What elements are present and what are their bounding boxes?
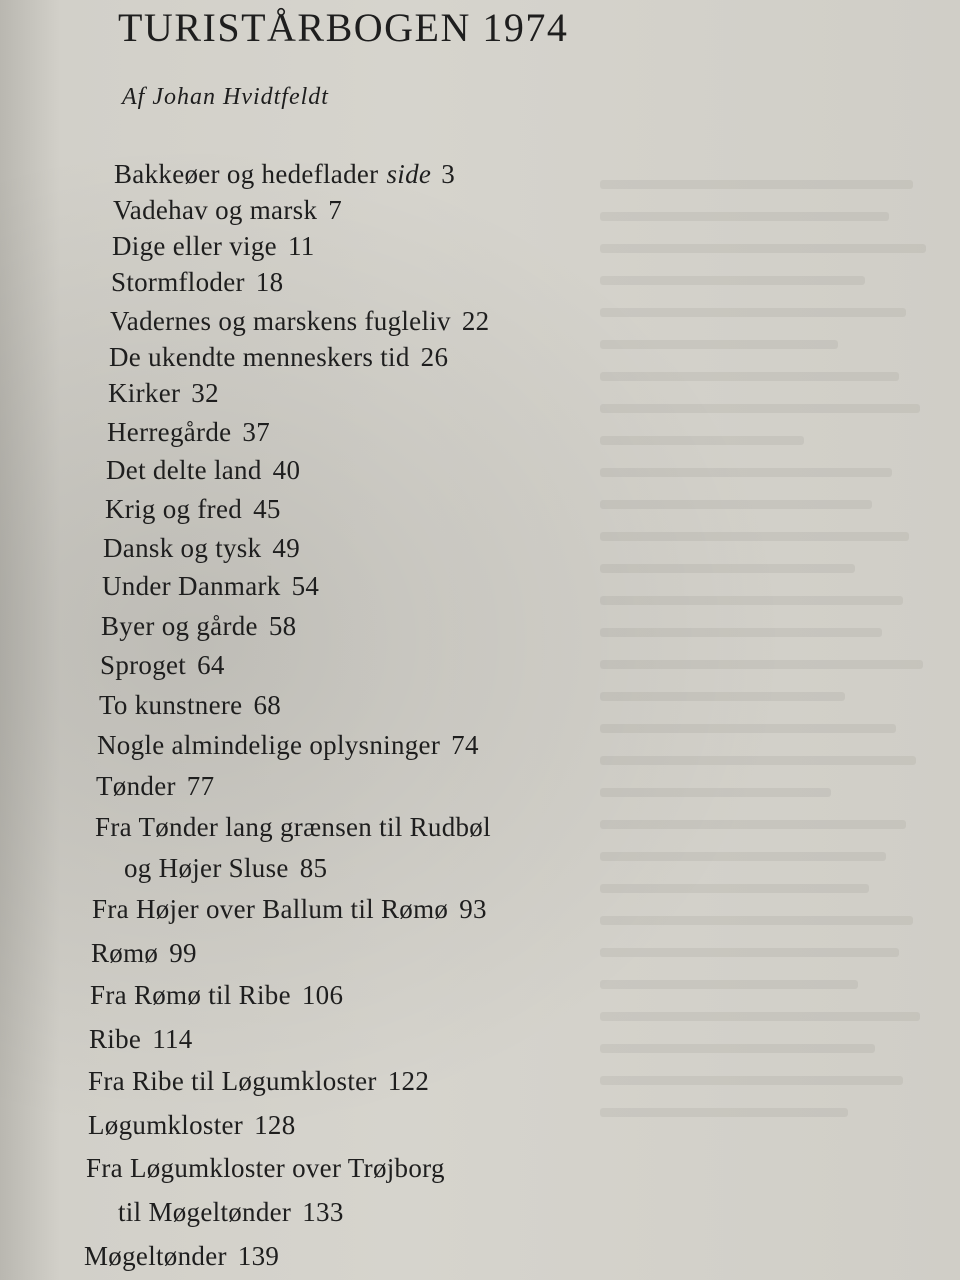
toc-entry-page: 45 xyxy=(253,494,281,524)
toc-entry-title: Det delte land xyxy=(106,455,262,485)
toc-entry-title: Fra Højer over Ballum til Rømø xyxy=(92,894,449,924)
toc-entry-page: 54 xyxy=(291,571,320,601)
toc-entry-page: 122 xyxy=(387,1066,430,1096)
toc-entry-title: Nogle almindelige oplysninger xyxy=(97,730,441,760)
toc-entry xyxy=(84,1241,279,1272)
toc-entry-title: Fra Ribe til Løgumkloster xyxy=(88,1066,377,1096)
toc-entry xyxy=(100,650,225,681)
toc-entry-title: Herregårde xyxy=(107,417,232,447)
toc-entry xyxy=(109,342,448,373)
page-word: side xyxy=(386,159,432,189)
toc-entry-page: 99 xyxy=(169,938,197,968)
toc-entry xyxy=(99,690,281,721)
toc-entry-title: Under Danmark xyxy=(102,571,281,601)
toc-entry xyxy=(114,159,455,190)
toc-entry-title: Kirker xyxy=(108,378,181,408)
toc-entry-continuation xyxy=(118,1197,344,1228)
toc-entry-continuation xyxy=(124,853,327,884)
toc-entry xyxy=(107,417,270,448)
book-title: TURISTÅRBOGEN 1974 xyxy=(118,5,569,50)
toc-entry xyxy=(103,533,300,564)
toc-entry-title: Fra Rømø til Ribe xyxy=(90,980,291,1010)
toc-entry-page: 22 xyxy=(461,306,490,336)
toc-entry-title: Fra Løgumkloster over Trøjborg xyxy=(86,1153,445,1183)
toc-entry xyxy=(86,1153,445,1184)
toc-entry-page: 26 xyxy=(420,342,449,372)
toc-entry xyxy=(92,894,487,925)
toc-entry-title: Fra Tønder lang grænsen til Rudbøl xyxy=(95,812,491,842)
toc-entry-title: Vadernes og marskens fugleliv xyxy=(110,306,451,336)
toc-entry-page: 139 xyxy=(237,1241,280,1271)
toc-entry-page: 128 xyxy=(254,1110,296,1140)
toc-entry-page: 133 xyxy=(302,1197,344,1227)
toc-entry-page: 85 xyxy=(299,853,328,883)
toc-entry-title: Sproget xyxy=(100,650,187,680)
toc-entry-title: Dige eller vige xyxy=(112,231,277,261)
toc-entry xyxy=(88,1110,296,1141)
toc-entry-title: Stormfloder xyxy=(111,267,245,297)
toc-entry xyxy=(106,455,300,486)
toc-entry-page: 32 xyxy=(191,378,219,408)
toc-entry-page: 7 xyxy=(328,195,343,225)
toc-entry xyxy=(90,980,343,1011)
toc-entry-page: 114 xyxy=(152,1024,193,1054)
author-line: Af Johan Hvidtfeldt xyxy=(122,84,329,110)
toc-entry-page: 77 xyxy=(186,771,215,801)
toc-entry xyxy=(111,267,283,298)
toc-entry-page: 74 xyxy=(451,730,479,760)
toc-entry xyxy=(95,812,491,843)
toc-entry-page: 93 xyxy=(459,894,487,924)
toc-entry-title: Møgeltønder xyxy=(84,1241,227,1271)
toc-entry xyxy=(89,1024,193,1055)
toc-entry xyxy=(108,378,219,409)
toc-entry-title: To kunstnere xyxy=(99,690,243,720)
toc-entry-title: Vadehav og marsk xyxy=(113,195,318,225)
toc-entry-title: Krig og fred xyxy=(105,494,243,524)
toc-entry-title: De ukendte menneskers tid xyxy=(109,342,410,372)
toc-entry-page: 58 xyxy=(268,611,297,641)
toc-entry-page: 106 xyxy=(301,980,344,1010)
toc-entry xyxy=(88,1066,429,1097)
toc-entry-title: Bakkeøer og hedeflader xyxy=(114,159,379,189)
toc-entry-page: 37 xyxy=(242,417,271,447)
toc-entry-page: 11 xyxy=(287,231,315,261)
toc-entry xyxy=(97,730,479,761)
toc-entry-page: 64 xyxy=(197,650,225,680)
toc-entry-page: 3 xyxy=(441,159,455,189)
toc-entry-title: Ribe xyxy=(89,1024,142,1054)
toc-entry-page: 49 xyxy=(272,533,301,563)
toc-entry-title: Løgumkloster xyxy=(88,1110,244,1140)
toc-entry-title: Dansk og tysk xyxy=(103,533,262,563)
toc-entry-page: 68 xyxy=(253,690,282,720)
toc-entry-title: Tønder xyxy=(96,771,176,801)
toc-entry xyxy=(110,306,489,337)
toc-entry-page: 18 xyxy=(255,267,284,297)
toc-entry-title: Byer og gårde xyxy=(101,611,258,641)
toc-entry-title: Rømø xyxy=(91,938,159,968)
toc-entry xyxy=(101,611,296,642)
toc-entry-title: til Møgeltønder xyxy=(118,1197,292,1227)
bleed-through-text xyxy=(600,180,940,1180)
toc-entry xyxy=(112,231,315,262)
toc-entry xyxy=(96,771,214,802)
toc-entry xyxy=(91,938,197,969)
toc-entry xyxy=(105,494,281,525)
toc-entry xyxy=(113,195,342,226)
toc-entry-title: og Højer Sluse xyxy=(124,853,289,883)
toc-entry-page: 40 xyxy=(272,455,301,485)
toc-entry xyxy=(102,571,319,602)
